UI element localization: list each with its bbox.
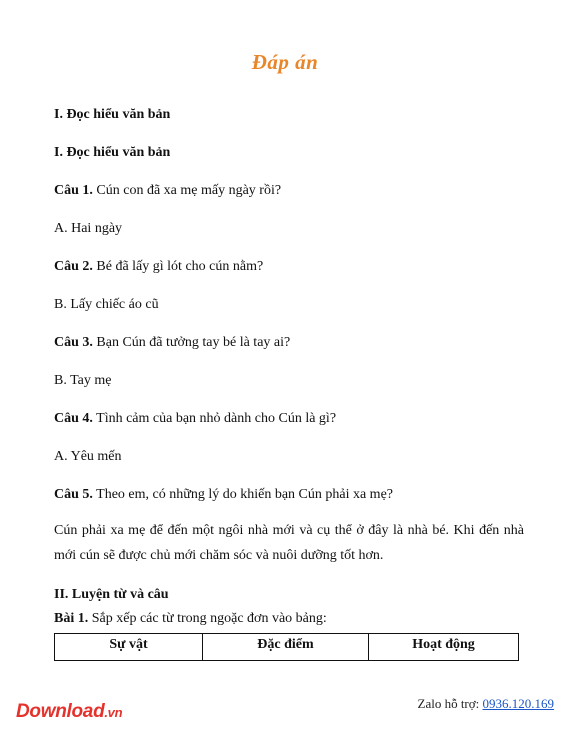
section-heading-reading xyxy=(54,106,170,124)
table-header-things: Sự vật xyxy=(55,634,203,661)
question-text: Bạn Cún đã tưởng tay bé là tay ai? xyxy=(92,335,291,350)
question-2 xyxy=(54,258,263,276)
zalo-phone-link[interactable]: 0936.120.169 xyxy=(482,696,554,711)
question-3 xyxy=(54,334,290,352)
table-header-activities: Hoạt động xyxy=(369,634,519,661)
section-heading-text: II. Luyện từ và câu xyxy=(54,587,169,602)
question-label: Câu 2. xyxy=(54,259,93,274)
answer-3: B. Tay mẹ xyxy=(54,373,112,388)
question-text: Theo em, có những lý do khiến bạn Cún phải xa mẹ? xyxy=(92,487,394,502)
table-header-row xyxy=(55,634,519,661)
question-text: Tình cảm của bạn nhỏ dành cho Cún là gì? xyxy=(92,411,337,426)
exercise-text: Sắp xếp các từ trong ngoặc đơn vào bảng: xyxy=(88,611,327,626)
answer-4: A. Yêu mến xyxy=(54,449,122,464)
question-label: Câu 1. xyxy=(54,183,93,198)
question-label: Câu 5. xyxy=(54,487,93,502)
exercise-1 xyxy=(54,610,327,628)
question-label: Câu 4. xyxy=(54,411,93,426)
section-heading-vocabulary xyxy=(54,586,169,604)
section-heading-text: I. Đọc hiểu văn bản xyxy=(54,145,171,160)
section-heading-reading-repeat xyxy=(54,144,170,162)
table-header-characteristics: Đặc điểm xyxy=(203,634,369,661)
question-label: Câu 3. xyxy=(54,335,93,350)
zalo-support xyxy=(418,696,555,712)
section-heading-text: I. Đọc hiểu văn bản xyxy=(54,107,171,122)
answer-1: A. Hai ngày xyxy=(54,221,123,236)
question-1 xyxy=(54,182,281,200)
answer-2: B. Lấy chiếc áo cũ xyxy=(54,297,159,312)
logo-suffix: .vn xyxy=(104,705,123,720)
logo-text: Download xyxy=(16,701,105,722)
classification-table xyxy=(54,633,519,661)
question-4 xyxy=(54,410,336,428)
exercise-label: Bài 1. xyxy=(54,611,89,626)
question-5 xyxy=(54,486,393,504)
zalo-label: Zalo hỗ trợ: xyxy=(417,696,483,711)
question-text: Cún con đã xa mẹ mấy ngày rồi? xyxy=(92,183,282,198)
answer-5-paragraph: Cún phải xa mẹ để đến một ngôi nhà mới và cụ thể ở đây là nhà bé. Khi đến nhà mới cún sẽ được chủ mới chăm sóc và nuôi dưỡng tốt hơn. xyxy=(54,523,524,563)
page-title: Đáp án xyxy=(251,50,319,74)
download-logo xyxy=(16,701,122,723)
question-text: Bé đã lấy gì lót cho cún nằm? xyxy=(92,259,264,274)
